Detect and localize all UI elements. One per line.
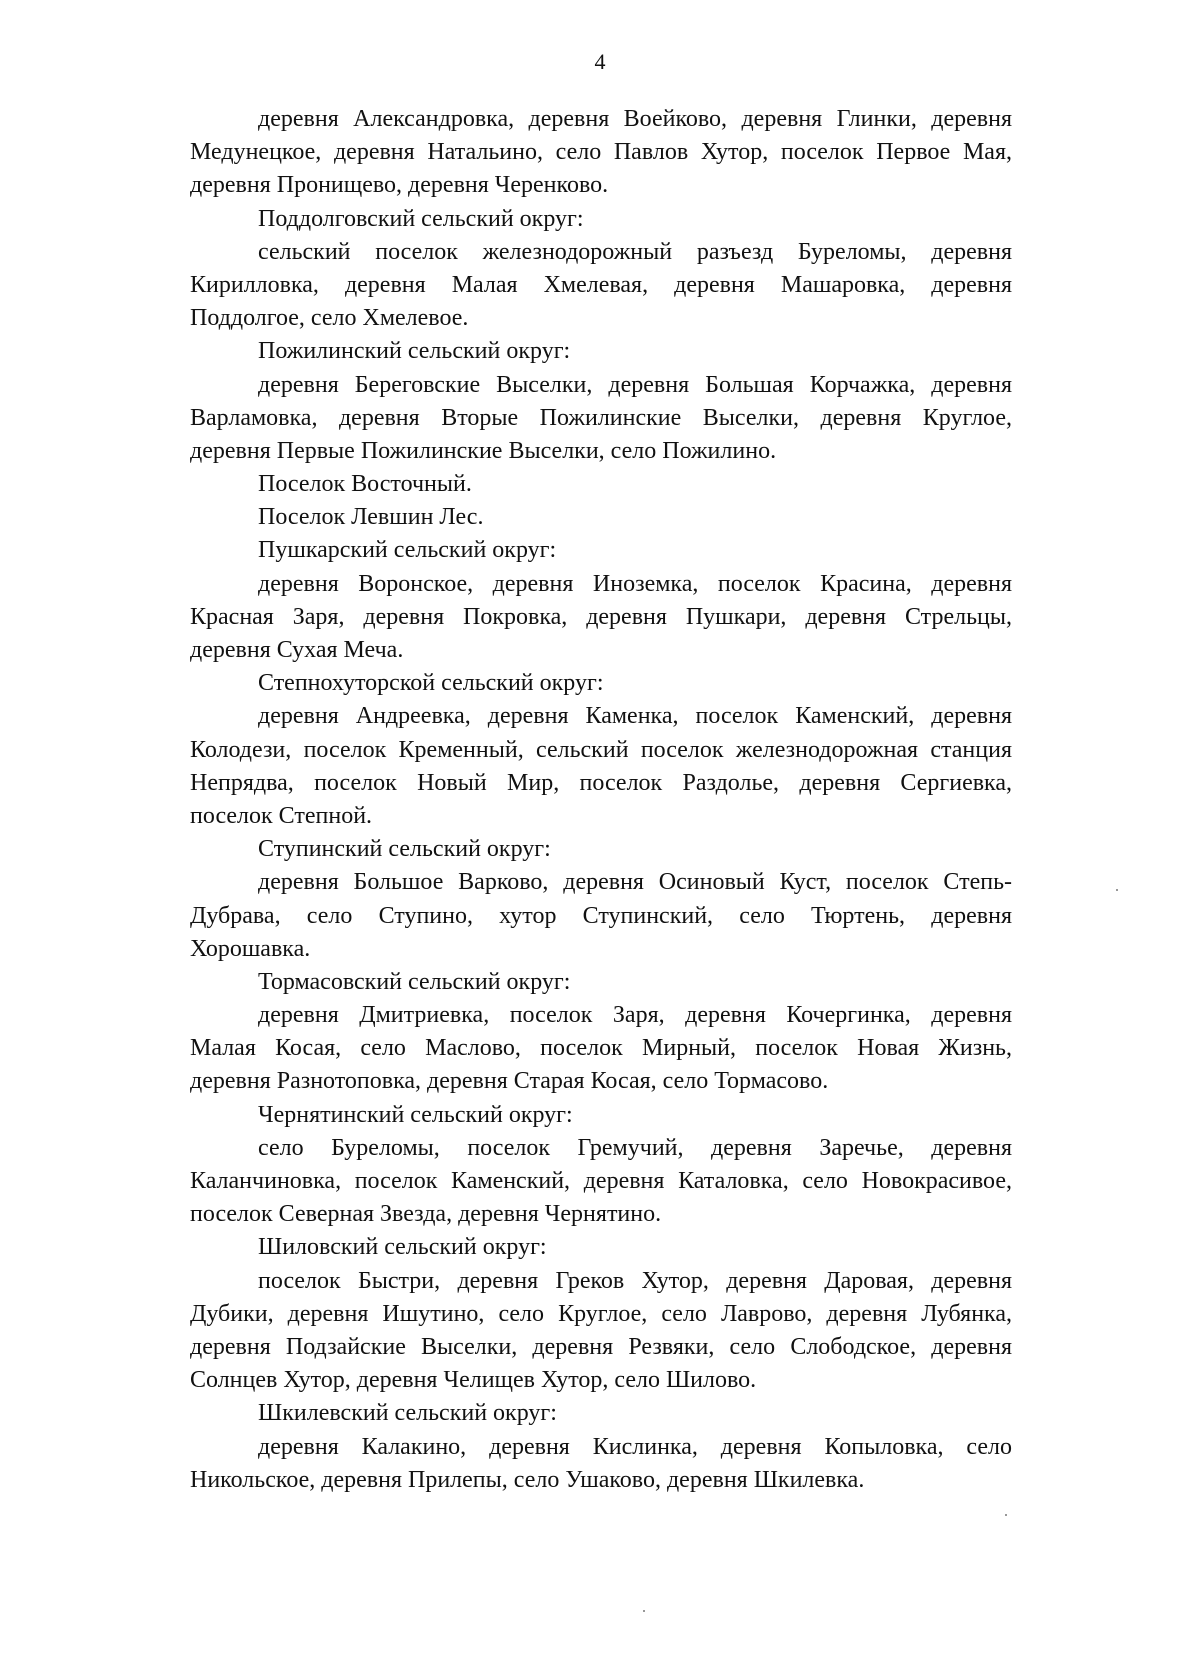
text-line: Шкилевский сельский округ:: [258, 1400, 557, 1427]
text-line: деревня Воронское, деревня Иноземка, поселок Красина, деревня: [258, 570, 1012, 597]
text-line: Дубрава, село Ступино, хутор Ступинский, село Тюртень, деревня: [190, 902, 1012, 929]
text-line: Колодези, поселок Кременный, сельский поселок железнодорожная станция: [190, 736, 1012, 763]
text-line: деревня Первые Пожилинские Выселки, село Пожилино.: [190, 437, 777, 464]
page-number: 4: [594, 49, 606, 74]
text-line: Кирилловка, деревня Малая Хмелевая, деревня Машаровка, деревня: [190, 271, 1012, 298]
text-line: деревня Пронищево, деревня Черенково.: [190, 172, 609, 199]
text-line: Дубики, деревня Ишутино, село Круглое, село Лаврово, деревня Лубянка,: [190, 1300, 1012, 1327]
text-line: Малая Косая, село Маслово, поселок Мирный, поселок Новая Жизнь,: [190, 1035, 1012, 1062]
text-line: Тормасовский сельский округ:: [258, 968, 571, 995]
scan-speck: [1116, 889, 1118, 891]
text-line: село Буреломы, поселок Гремучий, деревня Заречье, деревня: [258, 1134, 1012, 1161]
text-line: деревня Сухая Меча.: [190, 637, 404, 663]
text-line: Каланчиновка, поселок Каменский, деревня Каталовка, село Новокрасивое,: [190, 1168, 1012, 1194]
text-line: деревня Дмитриевка, поселок Заря, деревня Кочергинка, деревня: [258, 1002, 1012, 1029]
text-line: деревня Подзайские Выселки, деревня Резвяки, село Слободское, деревня: [190, 1333, 1012, 1360]
text-line: поселок Северная Звезда, деревня Чернятино.: [190, 1201, 662, 1228]
document-body: [190, 103, 1012, 1497]
text-line: Поддолговский сельский округ:: [258, 205, 584, 232]
text-line: Поддолгое, село Хмелевое.: [190, 305, 469, 332]
text-line: Варламовка, деревня Вторые Пожилинские Выселки, деревня Круглое,: [190, 404, 1012, 431]
text-line: деревня Разнотоповка, деревня Старая Косая, село Тормасово.: [190, 1068, 829, 1095]
text-line: Хорошавка.: [190, 935, 311, 962]
text-line: поселок Степной.: [190, 802, 373, 829]
text-line: Поселок Левшин Лес.: [258, 504, 484, 531]
text-line: деревня Калакино, деревня Кислинка, деревня Копыловка, село: [258, 1433, 1012, 1460]
text-line: Медунецкое, деревня Натальино, село Павлов Хутор, поселок Первое Мая,: [190, 139, 1012, 166]
text-line: Красная Заря, деревня Покровка, деревня Пушкари, деревня Стрельцы,: [190, 603, 1012, 630]
text-line: сельский поселок железнодорожный разъезд Буреломы, деревня: [258, 238, 1012, 265]
text-line: Пожилинский сельский округ:: [258, 338, 571, 365]
text-line: Никольское, деревня Прилепы, село Ушаково, деревня Шкилевка.: [190, 1466, 865, 1493]
text-line: деревня Андреевка, деревня Каменка, поселок Каменский, деревня: [258, 703, 1012, 730]
scan-speck: [643, 1610, 645, 1612]
text-line: Степнохуторской сельский округ:: [258, 670, 604, 697]
text-line: поселок Быстри, деревня Греков Хутор, деревня Даровая, деревня: [258, 1267, 1012, 1294]
text-line: деревня Большое Варково, деревня Осиновый Куст, поселок Степь-: [258, 869, 1012, 896]
text-line: Шиловский сельский округ:: [258, 1234, 547, 1261]
scan-speck: [1005, 1514, 1007, 1516]
text-line: Солнцев Хутор, деревня Челищев Хутор, село Шилово.: [190, 1367, 757, 1394]
text-line: Пушкарский сельский округ:: [258, 537, 557, 564]
text-line: Поселок Восточный.: [258, 471, 472, 498]
text-line: деревня Александровка, деревня Воейково, деревня Глинки, деревня: [258, 106, 1012, 132]
text-line: Ступинский сельский округ:: [258, 836, 551, 863]
text-line: деревня Береговские Выселки, деревня Большая Корчажка, деревня: [258, 371, 1012, 398]
text-line: Непрядва, поселок Новый Мир, поселок Раздолье, деревня Сергиевка,: [190, 769, 1012, 796]
text-line: Чернятинский сельский округ:: [258, 1101, 573, 1128]
